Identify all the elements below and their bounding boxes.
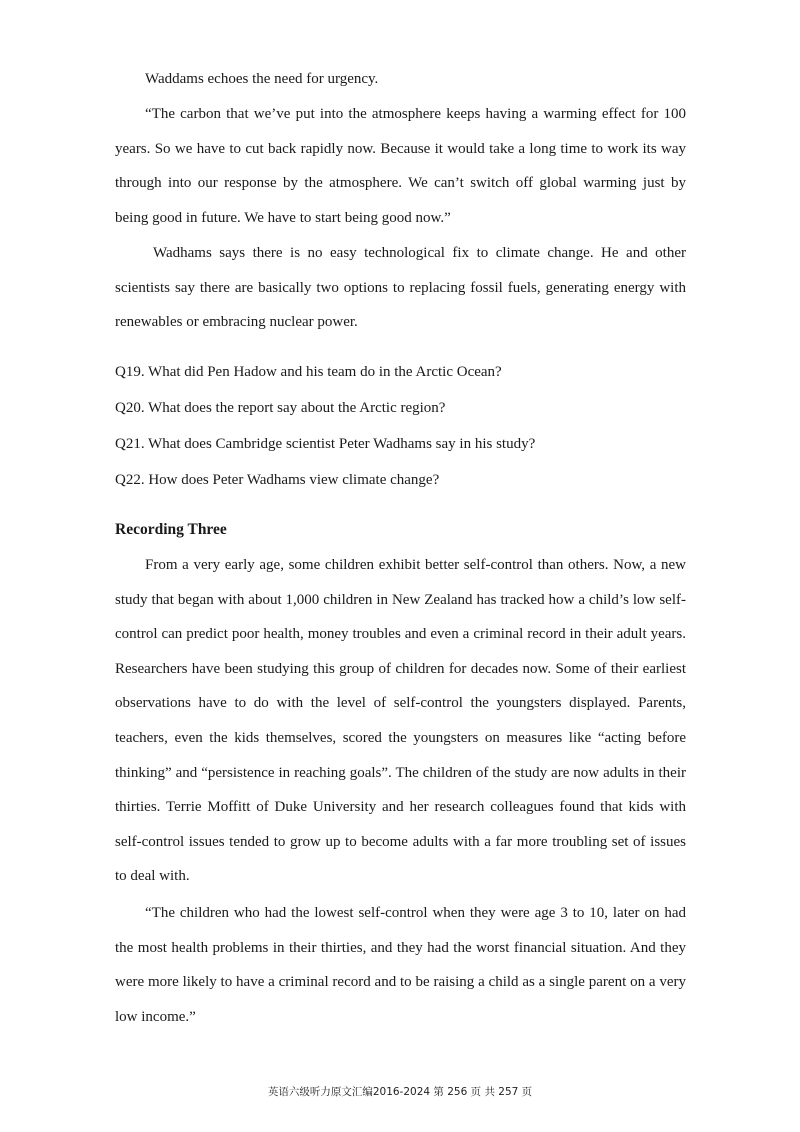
page-footer: 英语六级听力原文汇编2016-2024 第 256 页 共 257 页 — [267, 1086, 533, 1098]
paragraph-carbon-quote: “The carbon that we’ve put into the atmosphere keeps having a warming effect for 100 years. So we have to cut back rapidly now. Because it would take a long time to work its way through into our response by the atmosphere. We can’t switch off global warming just by being good in future. We have to start being good now.” — [115, 106, 686, 226]
section-heading: Recording Three — [115, 521, 227, 538]
question-20: Q20. What does the report say about the Arctic region? — [115, 400, 446, 416]
paragraph-lowest-self-control-quote: “The children who had the lowest self-control when they were age 3 to 10, later on had the most health problems in their thirties, and they had the worst financial situation. And they were more likely to have a criminal record and to be raising a child as a single parent on a very low income.” — [115, 905, 686, 1025]
question-19: Q19. What did Pen Hadow and his team do in the Arctic Ocean? — [115, 364, 502, 380]
paragraph-self-control-study: From a very early age, some children exhibit better self-control than others. Now, a new study that began with about 1,000 children in New Zealand has tracked how a child’s low self-control can predict poor health, money troubles and even a criminal record in their adult years. Researchers have been studying this group of children for decades now. Some of their earliest observations have to do with the level of self-control the youngsters displayed. Parents, teachers, even the kids themselves, scored the youngsters on measures like “acting before thinking” and “persistence in reaching goals”. The children of the study are now adults in their thirties. Terrie Moffitt of Duke University and her research colleagues found that kids with self-control issues tended to grow up to become adults with a far more troubling set of issues to deal with. — [115, 557, 686, 885]
question-21: Q21. What does Cambridge scientist Peter Wadhams say in his study? — [115, 436, 536, 452]
question-22: Q22. How does Peter Wadhams view climate change? — [115, 472, 440, 488]
paragraph-urgency: Waddams echoes the need for urgency. — [145, 71, 379, 87]
paragraph-technological-fix: Wadhams says there is no easy technological fix to climate change. He and other scientists say there are basically two options to replacing fossil fuels, generating energy with renewables or embracing nuclear power. — [115, 245, 686, 331]
